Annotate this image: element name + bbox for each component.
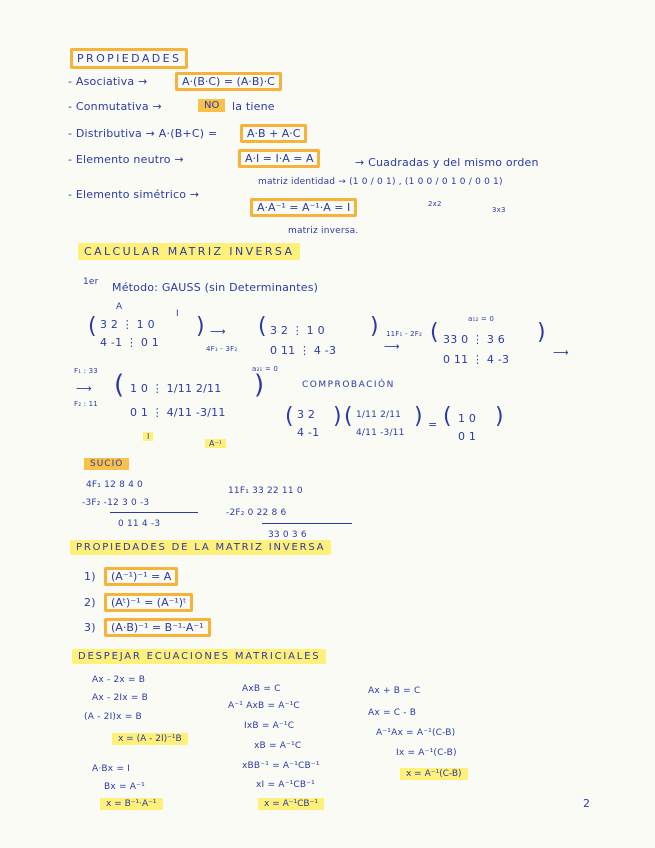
sucio-right-row2: -2F₂ 0 22 8 6 bbox=[226, 508, 287, 518]
heading-propiedades-inversa: PROPIEDADES DE LA MATRIZ INVERSA bbox=[70, 540, 331, 555]
arrow-3: ⟶ bbox=[553, 346, 569, 359]
c3-line-2: A⁻¹Ax = A⁻¹(C-B) bbox=[376, 728, 456, 738]
conmutativa-label: - Conmutativa → bbox=[68, 100, 162, 113]
c-m1-paren-left: ( bbox=[285, 404, 294, 429]
c-m1-paren-right: ) bbox=[333, 404, 342, 429]
c2-result: x = A⁻¹CB⁻¹ bbox=[258, 798, 324, 810]
m3-paren-left: ( bbox=[430, 320, 439, 345]
prop3-number: 3) bbox=[84, 621, 96, 634]
metodo-title: Método: GAUSS (sin Determinantes) bbox=[112, 281, 319, 294]
m2-paren-right: ) bbox=[370, 314, 379, 339]
c3-line-0: Ax + B = C bbox=[368, 686, 421, 696]
a21-note: a₂₁ = 0 bbox=[252, 365, 279, 373]
sucio-right-row1: 11F₁ 33 22 11 0 bbox=[228, 486, 303, 496]
sucio-left-row2: -3F₂ -12 3 0 -3 bbox=[82, 498, 150, 508]
asociativa-label: - Asociativa → bbox=[68, 75, 148, 88]
c-res-row2: 0 1 bbox=[458, 430, 477, 443]
c2-line-1: A⁻¹ AxB = A⁻¹C bbox=[228, 701, 300, 711]
m2-row1: 3 2 ⋮ 1 0 bbox=[270, 324, 325, 337]
label-i-bottom: I bbox=[143, 432, 153, 441]
c1-line-1: Ax - 2Ix = B bbox=[92, 693, 148, 703]
dim-3x3: 3x3 bbox=[492, 206, 506, 214]
c3-line-3: Ix = A⁻¹(C-B) bbox=[396, 748, 457, 758]
simetrico-label: - Elemento simétrico → bbox=[68, 188, 200, 201]
m1-row2: 4 -1 ⋮ 0 1 bbox=[100, 336, 159, 349]
c1-line-2: (A - 2I)x = B bbox=[84, 712, 142, 722]
metodo-prefix: 1er bbox=[83, 277, 99, 287]
sucio-label: SUCIO bbox=[84, 458, 129, 470]
sucio-right-row3: 33 0 3 6 bbox=[268, 530, 307, 540]
c2-line-2: IxB = A⁻¹C bbox=[244, 721, 295, 731]
prop2-formula: (Aᵗ)⁻¹ = (A⁻¹)ᵗ bbox=[104, 593, 193, 612]
simetrico-formula: A·A⁻¹ = A⁻¹·A = I bbox=[250, 198, 357, 217]
c2-line-3: xB = A⁻¹C bbox=[254, 741, 302, 751]
dim-2x2: 2x2 bbox=[428, 200, 442, 208]
prop1-formula: (A⁻¹)⁻¹ = A bbox=[104, 567, 178, 586]
heading-propiedades: PROPIEDADES bbox=[70, 48, 188, 69]
c-m1-row1: 3 2 bbox=[297, 408, 316, 421]
a12-note: a₁₂ = 0 bbox=[468, 315, 495, 323]
sucio-right-rule bbox=[262, 523, 352, 524]
c2-line-0: AxB = C bbox=[242, 684, 281, 694]
m2-row2: 0 11 ⋮ 4 -3 bbox=[270, 344, 337, 357]
c-m1-row2: 4 -1 bbox=[297, 426, 320, 439]
op-2: 11F₁ - 2F₂ bbox=[386, 330, 423, 338]
c2-line-4: xBB⁻¹ = A⁻¹CB⁻¹ bbox=[242, 761, 320, 771]
sucio-left-row1: 4F₁ 12 8 4 0 bbox=[86, 480, 143, 490]
m3-row1: 33 0 ⋮ 3 6 bbox=[443, 333, 505, 346]
m4-row2: 0 1 ⋮ 4/11 -3/11 bbox=[130, 406, 226, 419]
label-ainv: A⁻¹ bbox=[205, 439, 226, 448]
m1-row1: 3 2 ⋮ 1 0 bbox=[100, 318, 155, 331]
op-3b: F₂ : 11 bbox=[74, 400, 98, 408]
m2-paren-left: ( bbox=[258, 314, 267, 339]
neutro-note: → Cuadradas y del mismo orden bbox=[355, 156, 539, 169]
sucio-left-rule bbox=[110, 512, 198, 513]
m1-paren-left: ( bbox=[88, 314, 97, 339]
label-i: I bbox=[176, 309, 179, 319]
heading-calcular-inversa: CALCULAR MATRIZ INVERSA bbox=[78, 243, 300, 260]
c1-result: x = (A - 2I)⁻¹B bbox=[112, 733, 188, 745]
c1-line-0: Ax - 2x = B bbox=[92, 675, 146, 685]
op-3a: F₁ : 33 bbox=[74, 367, 98, 375]
conmutativa-no: NO bbox=[198, 99, 225, 112]
m3-paren-right: ) bbox=[537, 320, 546, 345]
c3-result: x = A⁻¹(C-B) bbox=[400, 768, 468, 780]
arrow-1: ⟶ bbox=[210, 325, 226, 338]
c1b-line-1: Bx = A⁻¹ bbox=[104, 782, 145, 792]
c-res-paren-left: ( bbox=[443, 404, 452, 429]
prop2-number: 2) bbox=[84, 596, 96, 609]
identidad-note: matriz identidad → (1 0 / 0 1) , (1 0 0 / 0 1 0 / 0 0 1) bbox=[258, 177, 503, 187]
c2-line-5: xI = A⁻¹CB⁻¹ bbox=[256, 780, 315, 790]
m4-row1: 1 0 ⋮ 1/11 2/11 bbox=[130, 382, 222, 395]
neutro-label: - Elemento neutro → bbox=[68, 153, 184, 166]
m4-paren-left: ( bbox=[114, 370, 125, 400]
m1-paren-right: ) bbox=[196, 314, 205, 339]
conmutativa-rest: la tiene bbox=[232, 100, 275, 113]
distributiva-formula: A·B + A·C bbox=[240, 124, 307, 143]
inversa-note: matriz inversa. bbox=[288, 226, 359, 236]
m3-row2: 0 11 ⋮ 4 -3 bbox=[443, 353, 510, 366]
neutro-formula: A·I = I·A = A bbox=[238, 149, 320, 168]
arrow-2: ⟶ bbox=[384, 340, 400, 353]
sucio-left-row3: 0 11 4 -3 bbox=[118, 519, 161, 529]
label-a: A bbox=[116, 302, 123, 312]
c-res-paren-right: ) bbox=[495, 404, 504, 429]
c1b-line-0: A·Bx = I bbox=[92, 764, 131, 774]
prop3-formula: (A·B)⁻¹ = B⁻¹·A⁻¹ bbox=[104, 618, 211, 637]
page-number: 2 bbox=[583, 797, 590, 810]
op-1: 4F₁ - 3F₂ bbox=[206, 345, 238, 353]
c3-line-1: Ax = C - B bbox=[368, 708, 417, 718]
arrow-4: ⟶ bbox=[76, 382, 92, 395]
c-equals: = bbox=[428, 418, 438, 431]
c-res-row1: 1 0 bbox=[458, 412, 477, 425]
c1b-result: x = B⁻¹·A⁻¹ bbox=[100, 798, 163, 810]
heading-despejar: DESPEJAR ECUACIONES MATRICIALES bbox=[72, 649, 326, 664]
c-m2-paren-right: ) bbox=[414, 404, 423, 429]
prop1-number: 1) bbox=[84, 570, 96, 583]
c-m2-paren-left: ( bbox=[344, 404, 353, 429]
asociativa-formula: A·(B·C) = (A·B)·C bbox=[175, 72, 282, 91]
c-m2-row2: 4/11 -3/11 bbox=[356, 428, 405, 438]
c-m2-row1: 1/11 2/11 bbox=[356, 410, 402, 420]
m4-paren-right: ) bbox=[254, 370, 265, 400]
comprobacion-title: COMPROBACIÓN bbox=[302, 380, 395, 390]
distributiva-label: - Distributiva → A·(B+C) = bbox=[68, 127, 218, 140]
